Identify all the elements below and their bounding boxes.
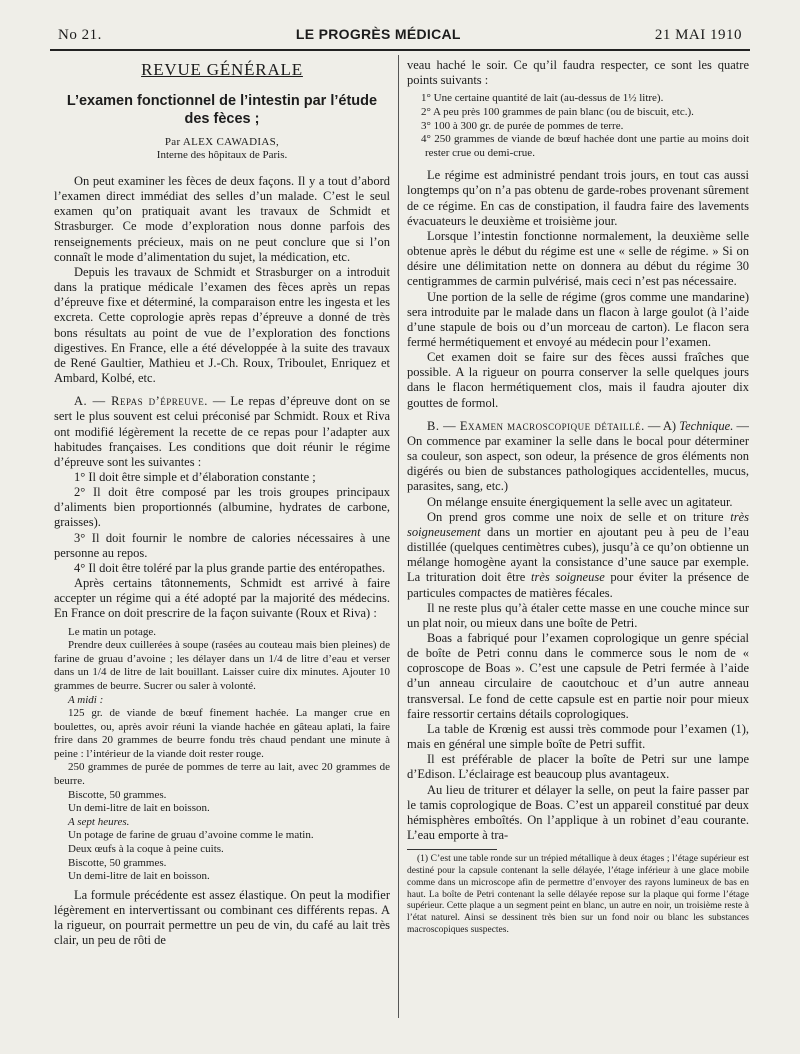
right-column <box>407 58 749 1036</box>
paragraph: Au lieu de triturer et délayer la selle, on peut la faire passer par le tamis coprologique de Boas. C’est un appareil constitué par deux hémisphères emboîtés. On l’applique à un robinet d’eau courante. L’eau emporte à tra- <box>407 782 749 842</box>
column-divider <box>398 55 399 1018</box>
subsection-heading: B. — Examen macroscopique détaillé. <box>427 418 645 433</box>
paragraph: Le régime est administré pendant trois jours, en tout cas aussi longtemps qu’on n’a pas obtenu de garde-robes provenant sûrement de ce régime. En cas de constipation, il faudra faire des lavements évacuateurs le deuxième et troisième jour. <box>407 168 749 228</box>
condition-item: 1° Il doit être simple et d’élaboration constante ; <box>74 469 316 484</box>
paragraph: La table de Krœnig est aussi très commode pour l’examen (1), mais en général une simple boîte de Petri suffit. <box>407 721 749 752</box>
condition-item: 4° Il doit être toléré par la plus grande partie des entéropathes. <box>74 560 386 575</box>
paragraph: Une portion de la selle de régime (gros comme une mandarine) sera introduite par le malade dans un flacon à large goulot (à l’aide d’une stapule de bois ou d’un morceau de carton). Le flacon sera fermé hermétiquement et envoyé au médecin pour l’examen. <box>407 289 749 349</box>
paragraph: A. — Repas d’épreuve. — Le repas d’épreuve dont on se sert le plus souvent est celui préconisé par Schmidt. Roux et Riva ont modifié légèrement la recette de ce repas pour l’adapter aux habitudes françaises. Les conditions que doit réunir le régime d’épreuve sont les suivantes : <box>54 394 390 469</box>
condition-item: 3° Il doit fournir le nombre de calories nécessaires à une personne au repos. <box>54 530 390 560</box>
menu-line: Deux œufs à la coque à peine cuits. <box>68 843 224 856</box>
paragraph: Depuis les travaux de Schmidt et Strasburger on a introduit dans la pratique médicale l’examen des fèces après un repas d’épreuve fixe et déterminé, la comparaison entre les ingesta et les excreta. Cette coprologie après repas d’épreuve a donné de très bons résultats au point de vue de l’exploration des fonctions digestives. En France, elle a été développée à la suite des travaux de René Gaultier, Mathieu et J.-Ch. Roux, Triboulet, Enriquez et Ambard, Kolbé, etc. <box>54 264 390 386</box>
footnote: (1) C’est une table ronde sur un trépied métallique à deux étages ; l’étage supérieur est destiné pour la capsule contenant la selle délayée, l’étage inférieur à une glace mobile comme dans un microscope afin de permettre d’envoyer des rayons lumineux de bas en haut. La boîte de Petri contenant la selle délayée repose sur la plaque qui forme l’étage supérieur. Cette plaque a un segment peint en blanc, un autre en noir, un troisième reste à l’état naturel. Ainsi se dessinent très bien sur un fond noir ou blanc les substances macroscopiques suspectes. <box>407 854 749 935</box>
menu-line: Un demi-litre de lait en boisson. <box>68 802 210 815</box>
paragraph: Cet examen doit se faire sur des fèces aussi fraîches que possible. A la rigueur on pourra conserver la selle quelques jours dans le flacon hermétiquement clos, mais il faudra ajouter dix gouttes de formol. <box>407 350 749 410</box>
requirement-item: 2° A peu près 100 grammes de pain blanc (ou de biscuit, etc.). <box>421 105 694 118</box>
section-title: REVUE GÉNÉRALE <box>141 60 303 79</box>
issue-number: No 21. <box>58 27 102 43</box>
condition-item: 2° Il doit être composé par les trois groupes principaux d’aliments bien proportionnés (albumine, hydrates de carbone, graisses). <box>54 485 390 530</box>
paragraph: Après certains tâtonnements, Schmidt est arrivé à faire accepter un régime qui a été adopté par la majorité des médecins. En France on doit prescrire de la façon suivante (Roux et Riva) : <box>54 576 390 621</box>
paragraph: La formule précédente est assez élastique. On peut la modifier légèrement en intervertissant ou combinant ces différents repas. A la rigueur, on pourrait permettre un peu de vin, du café au lait très clair, un peu de rôti de <box>54 887 390 948</box>
paragraph: veau haché le soir. Ce qu’il faudra respecter, ce sont les quatre points suivants : <box>407 58 749 88</box>
menu-line: 125 gr. de viande de bœuf finement hachée. La manger crue en boulettes, ou, après avoir réuni la viande hachée en gâteau aplati, la faire frire dans 20 grammes de beurre fondu très chaud pendant une minute à peine : l’intérieur de la viande doit rester rouge. <box>54 707 390 760</box>
requirement-item: 1° Une certaine quantité de lait (au-dessus de 1½ litre). <box>421 92 664 105</box>
article-title: L’examen fonctionnel de l’intestin par l’étude des fèces ; <box>66 93 378 127</box>
left-column <box>54 58 390 1054</box>
requirement-item: 3° 100 à 300 gr. de purée de pommes de terre. <box>421 119 624 132</box>
menu-line: Un demi-litre de lait en boisson. <box>68 870 210 883</box>
menu-line: Biscotte, 50 grammes. <box>68 788 167 801</box>
author-role: Interne des hôpitaux de Paris. <box>156 149 288 161</box>
paragraph: B. — Examen macroscopique détaillé. — A) Technique. — On commence par examiner la selle dans le bocal pour déterminer sa couleur, son aspect, son odeur, la présence de gros éléments non digérés ou bien de substances pathologiques accidentelles, mucus, parasites, sang, etc.) <box>407 418 749 494</box>
subsection-heading: A. — Repas d’épreuve. <box>74 394 208 409</box>
paragraph: Boas a fabriqué pour l’examen coprologique un genre spécial de boîte de Petri connu dans le commerce sous le nom de « coproscope de Boas ». C’est une capsule de Petri fermée à l’aide d’un anneau circulaire de caoutchouc et d’un autre anneau transversal. Le fond de cette capsule est en partie noir pour mieux faire ressortir certains détails coprologiques. <box>407 630 749 721</box>
menu-line: Biscotte, 50 grammes. <box>68 856 167 869</box>
paragraph: Il est préférable de placer la boîte de Petri sur une lampe d’Edison. L’éclairage est beaucoup plus avantageux. <box>407 752 749 782</box>
header-rule <box>50 49 750 51</box>
paragraph: Lorsque l’intestin fonctionne normalement, la deuxième selle obtenue après le début du régime est une « selle de régime. » Si on désire une délimitation nette on donnera au début du régime 30 centigrammes de carmin pulvérisé, mais ceci n’est pas nécessaire. <box>407 228 749 289</box>
paragraph: On peut examiner les fèces de deux façons. Il y a tout d’abord l’examen direct immédiat des selles d’un malade. C’est le seul examen qu’on pratiquait avant les travaux de Schmidt et Strasburger. Ce mode d’exploration nous donne parfois des renseignements précieux, mais on ne peut conclure que si l’on connaît le mode d’alimentation du sujet, la médication, etc. <box>54 174 390 264</box>
menu-line: Prendre deux cuillerées à soupe (rasées au couteau mais bien pleines) de farine de gruau d’avoine ; les délayer dans un 1/4 de litre d’eau et verser dans un 1/4 de litre de lait bouillant. Laisser cuire dix minutes. Ajouter 10 grammes de beurre. Sucrer ou saler à volonté. <box>54 639 390 692</box>
requirement-item: 4° 250 grammes de viande de bœuf hachée dont une partie au moins doit rester crue ou demi-crue. <box>421 133 749 159</box>
paragraph: On mélange ensuite énergiquement la selle avec un agitateur. <box>427 494 733 509</box>
footnote-rule <box>407 849 497 850</box>
menu-line: 250 grammes de purée de pommes de terre au lait, avec 20 grammes de beurre. <box>54 761 390 788</box>
menu-line: Le matin un potage. <box>68 625 156 638</box>
issue-date: 21 MAI 1910 <box>654 27 742 43</box>
menu-heading: A midi : <box>68 693 104 706</box>
author-name: Par ALEX CAWADIAS, <box>164 136 280 148</box>
menu-heading: A sept heures. <box>68 815 130 828</box>
page-header <box>58 26 742 48</box>
journal-title: LE PROGRÈS MÉDICAL <box>295 26 461 42</box>
paragraph: Il ne reste plus qu’à étaler cette masse en une couche mince sur un plat noir, ou mieux dans une boîte de Petri. <box>407 600 749 630</box>
menu-line: Un potage de farine de gruau d’avoine comme le matin. <box>68 829 314 842</box>
paragraph: On prend gros comme une noix de selle et on triture très soigneusement dans un mortier en ajoutant peu à peu de l’eau distillée (quelques centimètres cubes), jusqu’à ce qu’on obtienne un mélange homogène ayant la consistance d’une sauce par exemple. La trituration doit être très soigneuse pour éviter la présence de particules compactes de matières fécales. <box>407 509 749 600</box>
